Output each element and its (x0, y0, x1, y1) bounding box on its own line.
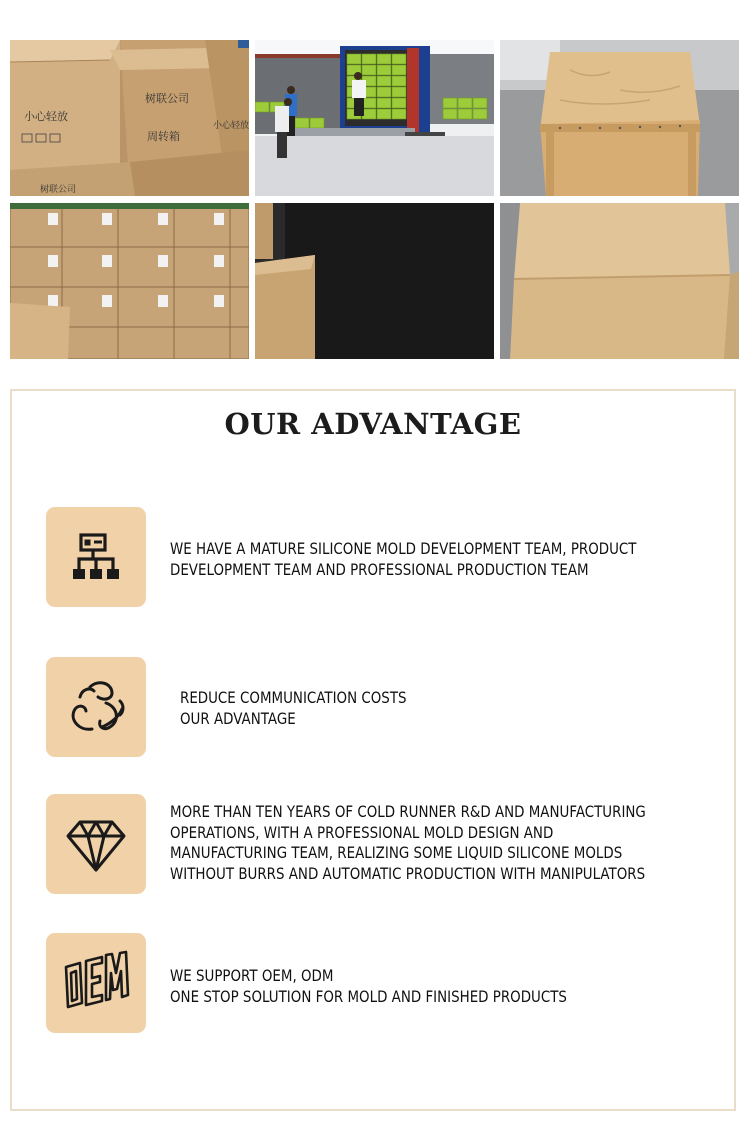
text-line: OPERATIONS, WITH A PROFESSIONAL MOLD DESIGN AND (170, 823, 554, 842)
carton-label-1: 小心轻放 (24, 110, 68, 123)
photo-single-carton (500, 203, 739, 359)
text-line: ONE STOP SOLUTION FOR MOLD AND FINISHED PRODUCTS (170, 987, 567, 1006)
packaging-photo-grid (0, 0, 750, 370)
advantage-text (180, 688, 649, 729)
text-line: WITHOUT BURRS AND AUTOMATIC PRODUCTION WITH MANIPULATORS (170, 864, 646, 883)
oem-icon (46, 933, 146, 1033)
org-chart-icon (46, 507, 146, 607)
text-line: MORE THAN TEN YEARS OF COLD RUNNER R&D AND MANUFACTURING (170, 803, 646, 821)
carton-label-5: 小心轻放 (213, 121, 249, 131)
advantage-item-cost (12, 657, 734, 757)
carton-label-3: 周转箱 (147, 130, 180, 143)
advantage-item-experience (12, 794, 734, 894)
recycle-leaf-icon (46, 657, 146, 757)
photo-carton-wall (10, 203, 249, 359)
text-line: WE HAVE A MATURE SILICONE MOLD DEVELOPMENT TEAM, PRODUCT (170, 540, 637, 558)
text-line: OUR ADVANTAGE (180, 709, 296, 728)
icon-tile (46, 794, 146, 894)
advantage-item-oem (12, 933, 734, 1033)
our-advantage-panel (10, 389, 736, 1111)
advantage-text (170, 802, 646, 884)
icon-tile (46, 507, 146, 607)
advantage-text (170, 539, 639, 580)
diamond-icon (46, 794, 146, 894)
icon-tile (46, 933, 146, 1033)
text-line: WE SUPPORT OEM, ODM (170, 967, 334, 985)
photo-dark-box (255, 203, 494, 359)
carton-label-2: 树联公司 (145, 92, 189, 105)
text-line: MANUFACTURING TEAM, REALIZING SOME LIQUID SILICONE MOLDS (170, 844, 623, 862)
advantage-text (170, 966, 639, 1007)
icon-tile (46, 657, 146, 757)
photo-wooden-crate (500, 40, 739, 196)
photo-truck-loading (255, 40, 494, 196)
photo-stacked-cartons (10, 40, 249, 196)
text-line: DEVELOPMENT TEAM AND PROFESSIONAL PRODUCTION TEAM (170, 560, 589, 579)
carton-label-4: 树联公司 (40, 185, 77, 195)
text-line: REDUCE COMMUNICATION COSTS (180, 689, 407, 707)
section-title: OUR ADVANTAGE (224, 407, 522, 441)
advantage-item-team (12, 507, 734, 607)
